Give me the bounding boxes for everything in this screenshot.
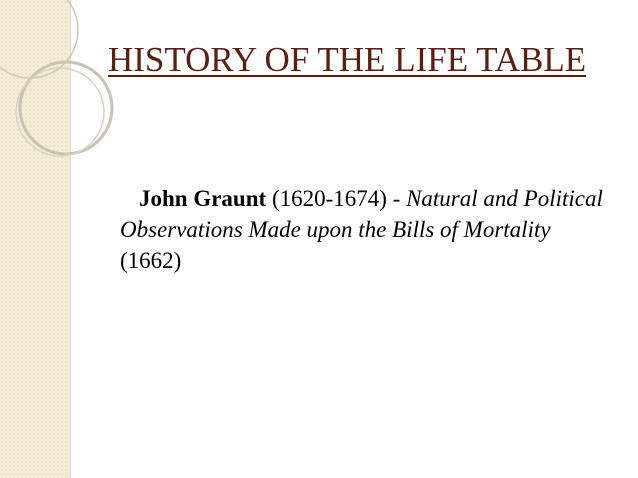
slide-paragraph xyxy=(120,183,610,276)
person-name: John Graunt xyxy=(139,186,267,211)
publication-year: (1662) xyxy=(120,248,182,273)
slide-title: HISTORY OF THE LIFE TABLE xyxy=(108,40,587,79)
decorative-ring-icon xyxy=(0,0,120,170)
person-dates: (1620-1674) - xyxy=(266,186,407,211)
work-title: Natural and Political Observations Made upon the Bills of Mortality xyxy=(120,186,603,242)
